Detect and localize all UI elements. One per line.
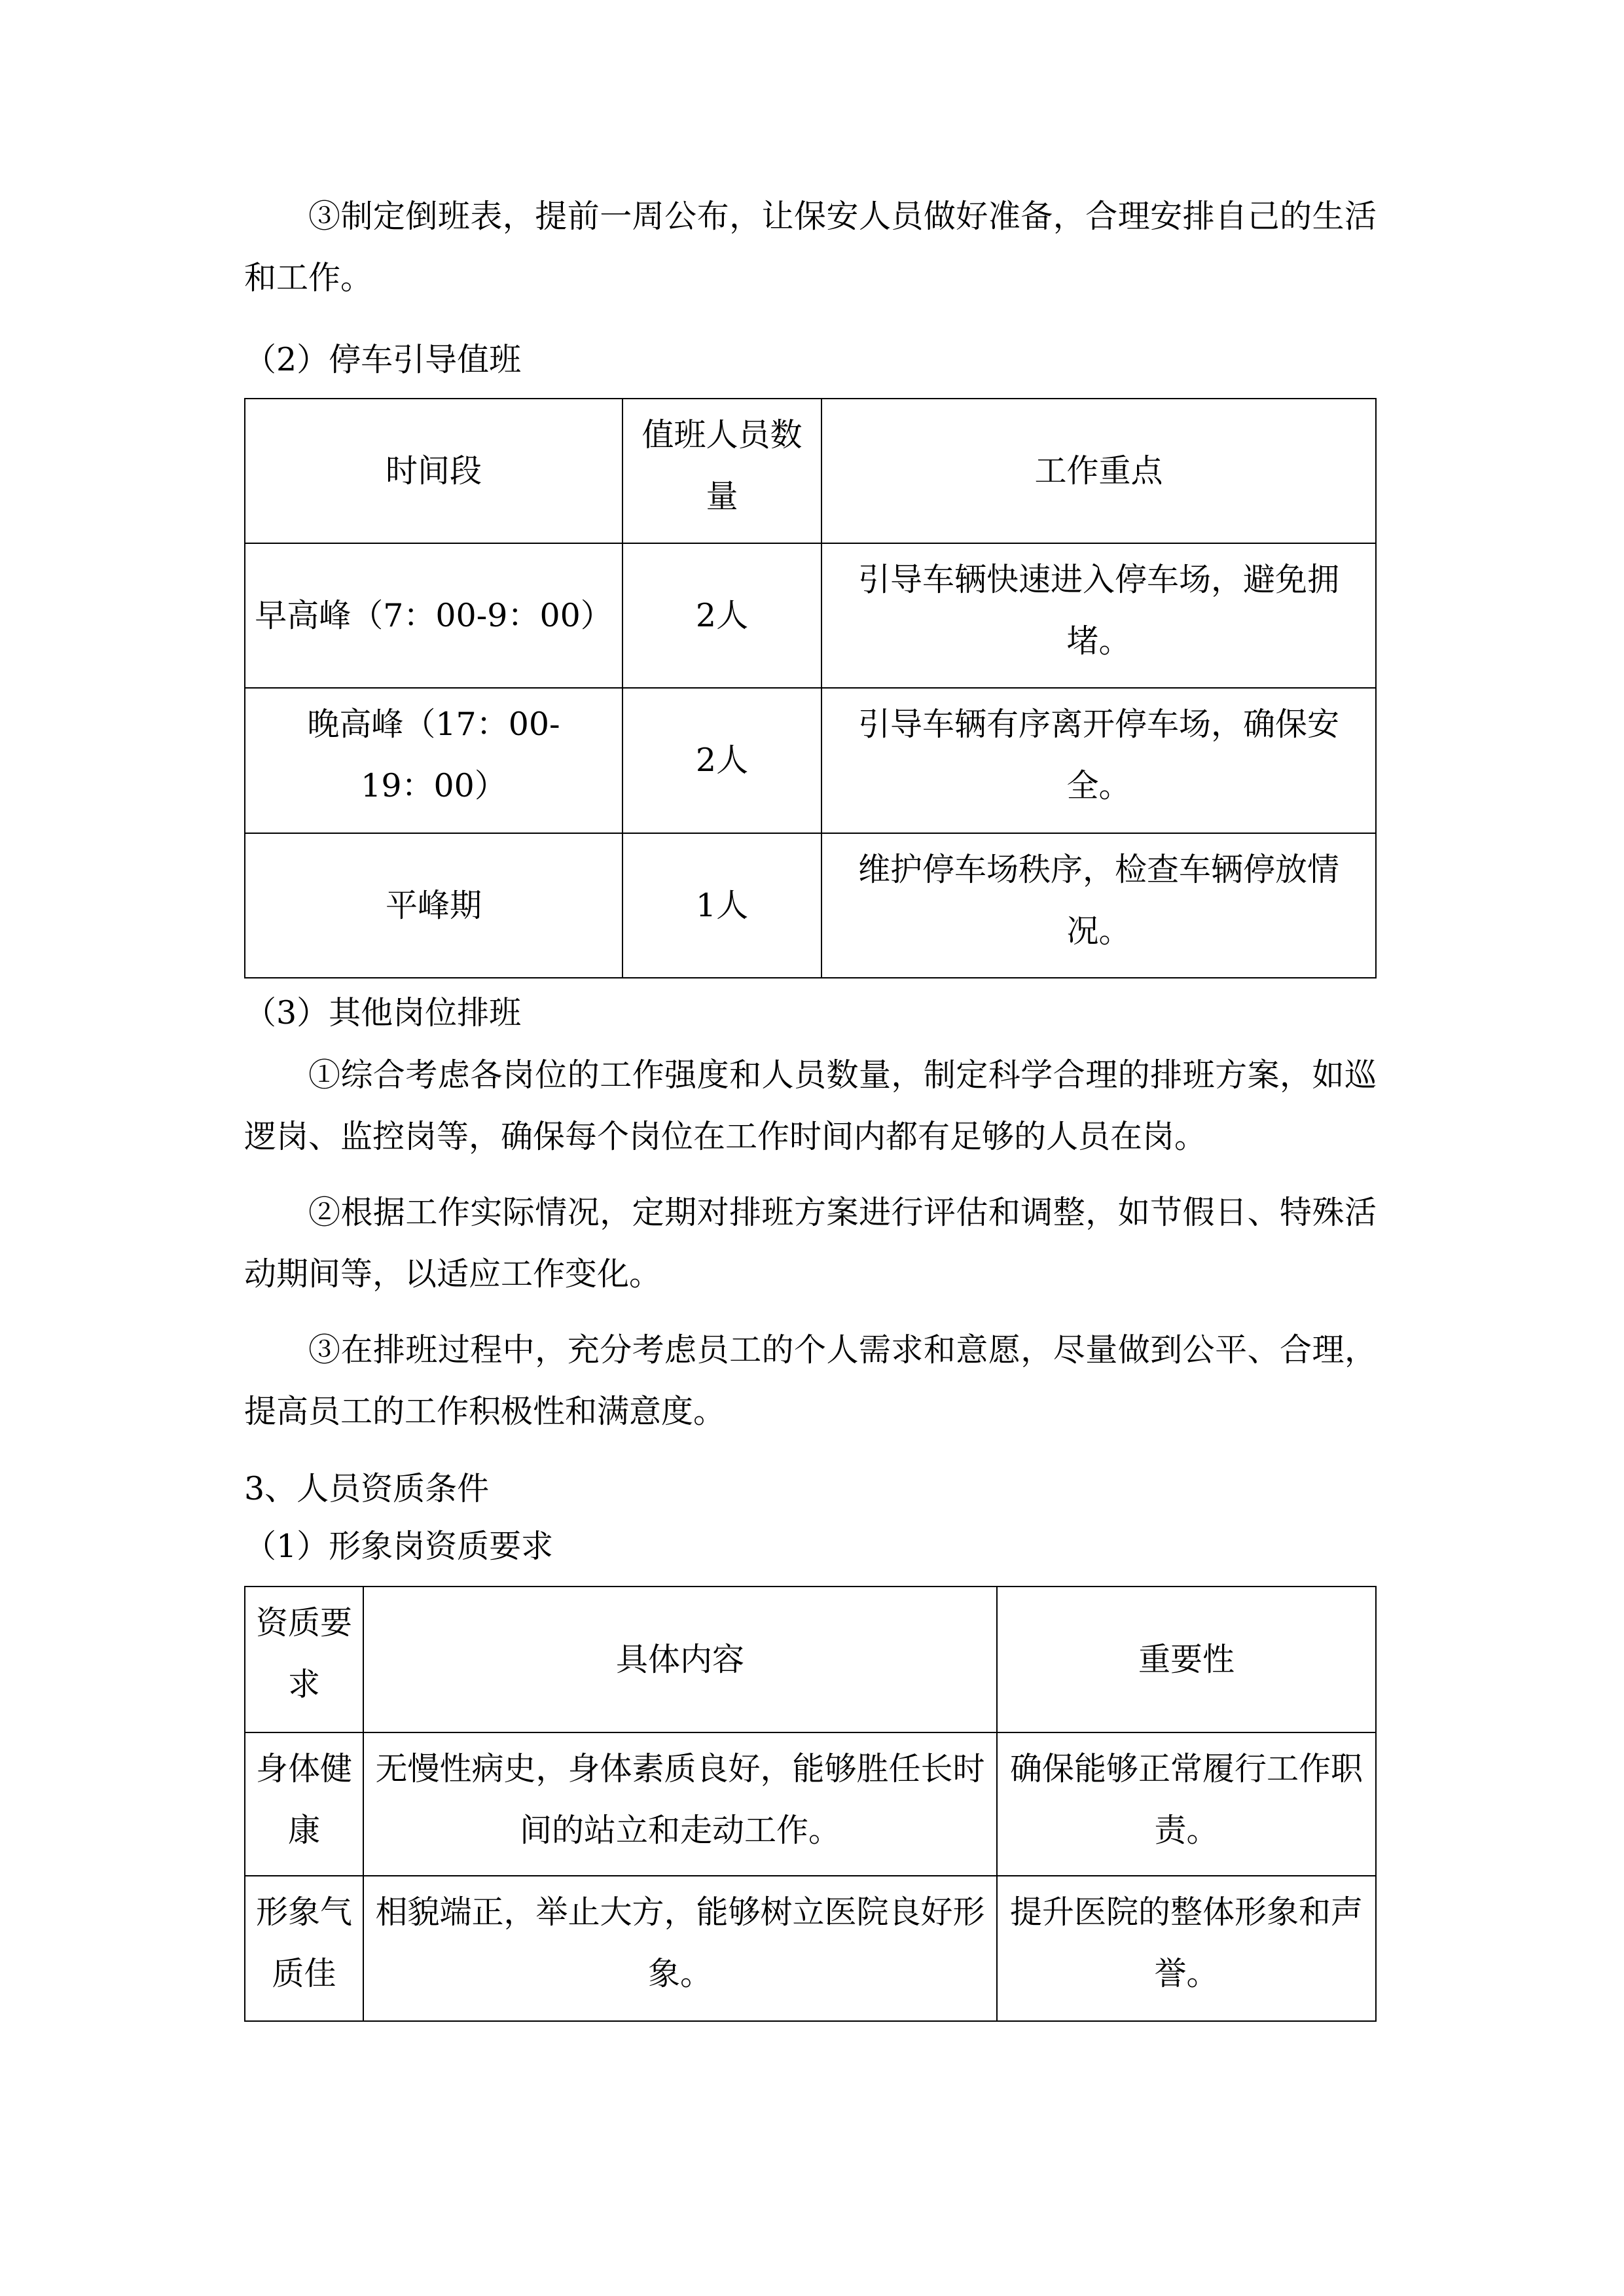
header-cell: 重要性 <box>997 1587 1376 1732</box>
cell-time: 晚高峰（17：00-19：00） <box>245 688 623 833</box>
cell-staff: 2人 <box>623 543 821 688</box>
cell-content: 无慢性病史，身体素质良好，能够胜任长时间的站立和走动工作。 <box>363 1732 997 1876</box>
cell-focus: 引导车辆有序离开停车场，确保安全。 <box>821 688 1376 833</box>
table-row <box>245 1876 1376 2021</box>
cell-focus: 引导车辆快速进入停车场，避免拥堵。 <box>821 543 1376 688</box>
header-cell: 时间段 <box>245 399 623 543</box>
cell-importance: 确保能够正常履行工作职责。 <box>997 1732 1376 1876</box>
table-header-row <box>245 399 1376 543</box>
paragraph-other-2: ②根据工作实际情况，定期对排班方案进行评估和调整，如节假日、特殊活动期间等，以适应工作变化。 <box>244 1194 1377 1293</box>
heading-section-3: 3、人员资质条件 <box>244 1470 490 1507</box>
heading-parking-duty: （2）停车引导值班 <box>244 341 522 378</box>
table-row <box>245 688 1376 833</box>
paragraph-shift-schedule: ③制定倒班表，提前一周公布，让保安人员做好准备，合理安排自己的生活和工作。 <box>244 198 1377 296</box>
cell-staff: 1人 <box>623 833 821 978</box>
table-row <box>245 833 1376 978</box>
cell-time: 早高峰（7：00-9：00） <box>245 543 623 688</box>
heading-other-posts: （3）其他岗位排班 <box>244 994 522 1031</box>
cell-importance: 提升医院的整体形象和声誉。 <box>997 1876 1376 2021</box>
header-cell: 值班人员数量 <box>623 399 821 543</box>
table-row <box>245 1732 1376 1876</box>
header-cell: 工作重点 <box>821 399 1376 543</box>
cell-requirement: 形象气质佳 <box>245 1876 363 2021</box>
header-cell: 具体内容 <box>363 1587 997 1732</box>
cell-staff: 2人 <box>623 688 821 833</box>
table-header-row <box>245 1587 1376 1732</box>
parking-duty-table <box>244 398 1377 978</box>
heading-image-post: （1）形象岗资质要求 <box>244 1528 554 1565</box>
qualification-table <box>244 1586 1377 2022</box>
paragraph-other-3: ③在排班过程中，充分考虑员工的个人需求和意愿，尽量做到公平、合理，提高员工的工作积极性和满意度。 <box>244 1331 1377 1430</box>
cell-content: 相貌端正，举止大方，能够树立医院良好形象。 <box>363 1876 997 2021</box>
header-cell: 资质要求 <box>245 1587 363 1732</box>
cell-time: 平峰期 <box>245 833 623 978</box>
cell-focus: 维护停车场秩序，检查车辆停放情况。 <box>821 833 1376 978</box>
paragraph-other-1: ①综合考虑各岗位的工作强度和人员数量，制定科学合理的排班方案，如巡逻岗、监控岗等，确保每个岗位在工作时间内都有足够的人员在岗。 <box>244 1056 1377 1155</box>
cell-requirement: 身体健康 <box>245 1732 363 1876</box>
table-row <box>245 543 1376 688</box>
